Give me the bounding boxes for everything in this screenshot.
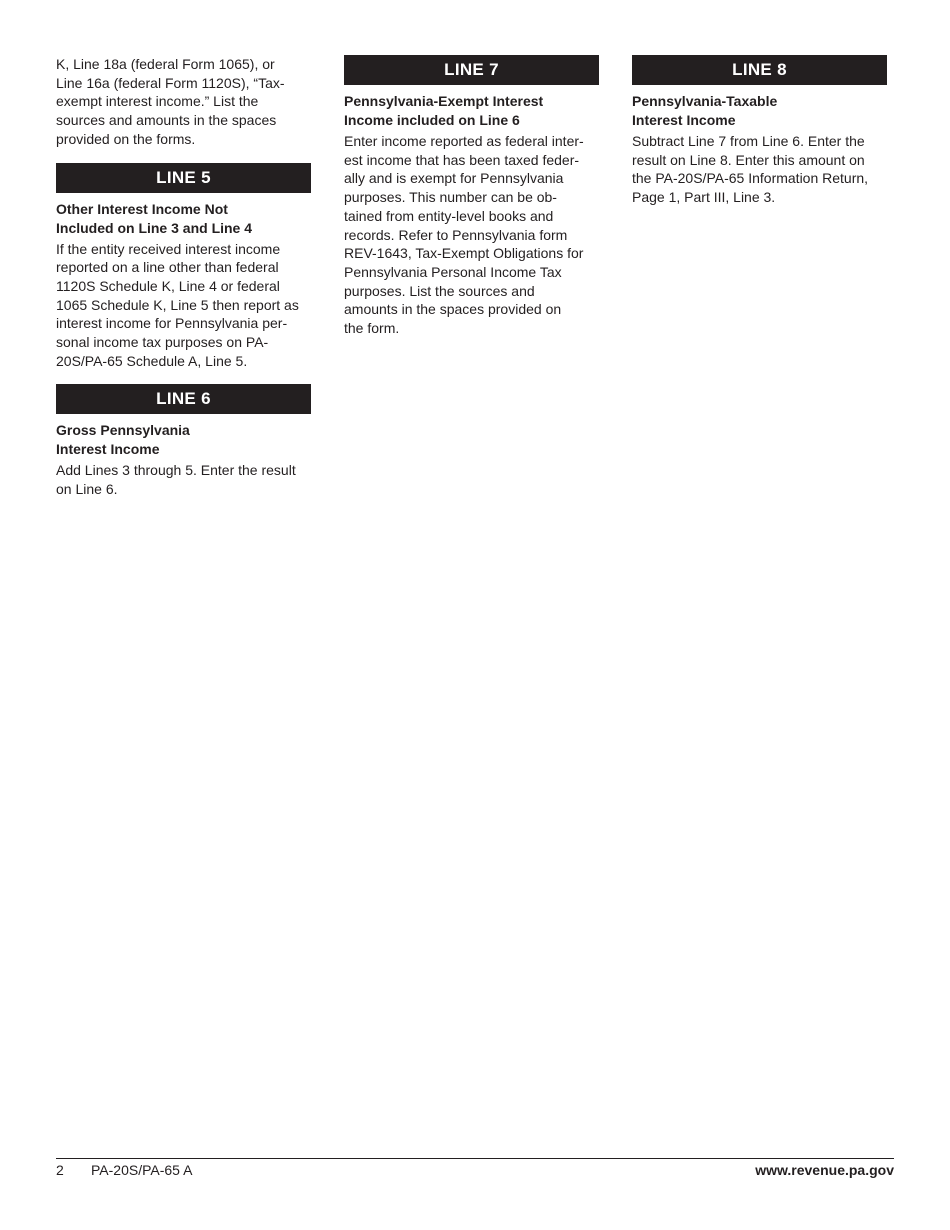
website-url: www.revenue.pa.gov [755, 1162, 894, 1178]
text-line: purposes. List the sources and [344, 282, 535, 299]
heading-line: Gross Pennsylvania [56, 422, 190, 439]
text-line: sources and amounts in the spaces [56, 112, 277, 129]
line-7-body [344, 132, 606, 338]
text-line: amounts in the spaces provided on [344, 301, 562, 318]
line-7-bar: LINE 7 [344, 55, 599, 85]
text-line: If the entity received interest income [56, 240, 281, 257]
text-line: 1120S Schedule K, Line 4 or federal [56, 277, 280, 294]
line-5-body [56, 240, 318, 371]
text-line: the PA-20S/PA-65 Information Return, [632, 170, 869, 187]
line-8-body [632, 132, 894, 207]
text-line: 20S/PA-65 Schedule A, Line 5. [56, 352, 248, 369]
text-line: REV-1643, Tax-Exempt Obligations for [344, 245, 584, 262]
text-line: interest income for Pennsylvania per- [56, 315, 288, 332]
text-line: records. Refer to Pennsylvania form [344, 226, 568, 243]
text-line: Add Lines 3 through 5. Enter the result [56, 462, 296, 479]
form-name: PA-20S/PA-65 A [91, 1162, 193, 1178]
heading-line: Interest Income [56, 441, 160, 458]
line-6-body [56, 461, 318, 498]
text-line: reported on a line other than federal [56, 259, 279, 276]
heading-line: Pennsylvania-Exempt Interest [344, 93, 544, 109]
text-line: Line 16a (federal Form 1120S), “Tax- [56, 74, 285, 91]
heading-line: Pennsylvania-Taxable [632, 93, 778, 109]
page-number: 2 [56, 1162, 64, 1178]
text-line: 1065 Schedule K, Line 5 then report as [56, 296, 299, 313]
text-line: ally and is exempt for Pennsylvania [344, 170, 564, 187]
text-line: exempt interest income.” List the [56, 93, 259, 110]
line-5-bar: LINE 5 [56, 163, 311, 193]
text-line: tained from entity-level books and [344, 207, 554, 224]
heading-line: Interest Income [632, 112, 736, 128]
heading-line: Other Interest Income Not [56, 200, 228, 217]
line-8-bar: LINE 8 [632, 55, 887, 85]
heading-line: Income included on Line 6 [344, 112, 520, 128]
line-8-heading [632, 92, 894, 130]
text-line: Subtract Line 7 from Line 6. Enter the [632, 133, 865, 149]
text-line: on Line 6. [56, 481, 118, 498]
text-line: provided on the forms. [56, 130, 196, 147]
text-line: Pennsylvania Personal Income Tax [344, 263, 562, 280]
text-line: Enter income reported as federal inter- [344, 133, 584, 149]
page-footer [56, 1158, 894, 1178]
line-6-heading [56, 421, 318, 459]
text-line: est income that has been taxed feder- [344, 151, 580, 168]
column-3 [632, 55, 894, 207]
column-2 [344, 55, 606, 338]
text-line: result on Line 8. Enter this amount on [632, 151, 865, 168]
line-5-heading [56, 200, 318, 238]
line-6-bar: LINE 6 [56, 384, 311, 414]
text-line: K, Line 18a (federal Form 1065), or [56, 56, 275, 72]
text-line: purposes. This number can be ob- [344, 189, 557, 206]
heading-line: Included on Line 3 and Line 4 [56, 219, 253, 236]
line-7-heading [344, 92, 606, 130]
text-line: sonal income tax purposes on PA- [56, 334, 269, 351]
text-line: Page 1, Part III, Line 3. [632, 189, 776, 206]
column-1 [56, 55, 318, 499]
text-line: the form. [344, 320, 400, 337]
intro-paragraph [56, 55, 318, 149]
